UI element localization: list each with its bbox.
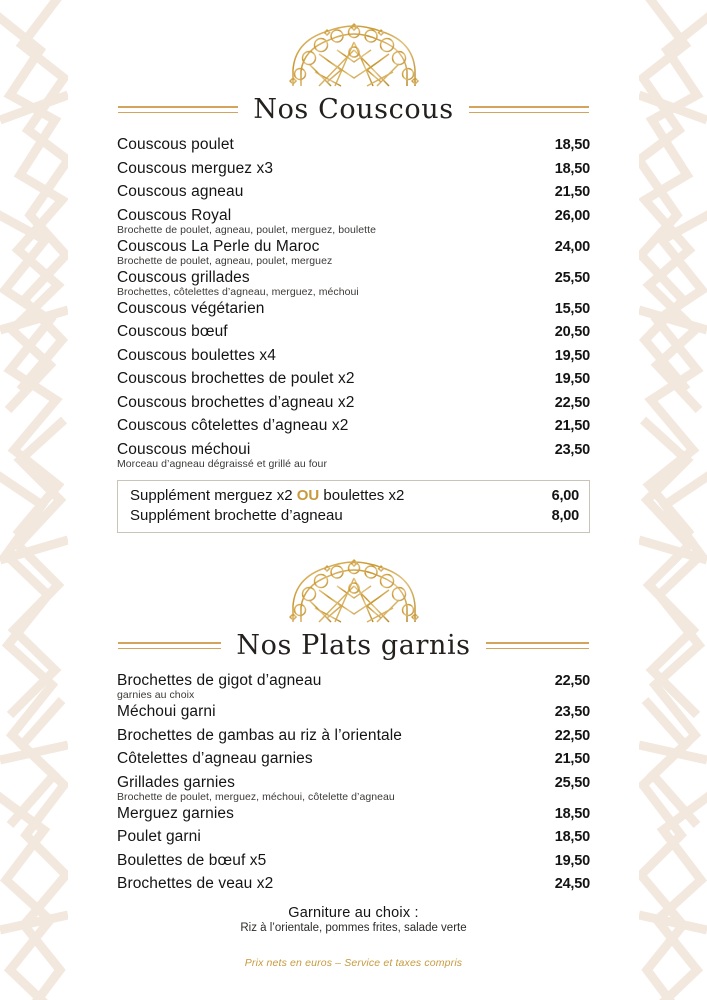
item-name: Poulet garni: [117, 828, 201, 845]
menu-item[interactable]: [117, 300, 590, 318]
moroccan-arch-ornament-icon: [0, 20, 707, 90]
item-name: Couscous méchoui: [117, 440, 251, 458]
menu-item[interactable]: [117, 269, 590, 298]
menu-item[interactable]: [117, 875, 590, 893]
item-name: Brochettes de gigot d’agneau: [117, 672, 322, 689]
menu-item[interactable]: [117, 441, 590, 470]
footer-price-note: Prix nets en euros – Service et taxes compris: [244, 957, 463, 969]
menu-item[interactable]: [117, 347, 590, 365]
item-price: 18,50: [554, 160, 590, 177]
section-header-plats-garnis: [118, 630, 589, 661]
item-description: Brochette de poulet, agneau, poulet, merguez: [117, 254, 333, 267]
section-header-couscous: [118, 94, 589, 125]
item-price: 21,50: [554, 184, 590, 200]
supplement-text-before: Supplément brochette d’agneau: [130, 507, 343, 524]
item-price: 19,50: [554, 852, 590, 869]
item-price: 25,50: [554, 774, 590, 791]
item-price: 22,50: [554, 673, 590, 689]
supplement-name: [130, 507, 343, 524]
section-couscous: [0, 20, 707, 533]
item-price: 18,50: [554, 829, 590, 845]
decorative-rule-left: [118, 642, 221, 649]
item-name: Couscous brochettes de poulet x2: [117, 370, 355, 387]
item-name: Brochettes de gambas au riz à l’orientale: [117, 726, 402, 744]
item-price: 23,50: [554, 441, 590, 458]
item-description: Morceau d’agneau dégraissé et grillé au four: [117, 457, 327, 470]
item-name: Brochettes de veau x2: [117, 875, 274, 892]
menu-item[interactable]: [117, 370, 590, 388]
item-name: Couscous agneau: [117, 183, 244, 200]
item-name: Couscous grillades: [117, 268, 250, 286]
item-price: 22,50: [554, 394, 590, 411]
menu-item[interactable]: [117, 207, 590, 236]
item-name: Boulettes de bœuf x5: [117, 851, 267, 869]
item-name: Couscous poulet: [117, 136, 234, 153]
item-description: garnies au choix: [117, 689, 195, 701]
decorative-rule-right: [486, 642, 589, 649]
couscous-menu-list: [117, 125, 590, 470]
item-name: Grillades garnies: [117, 773, 236, 791]
garniture-note: [117, 905, 590, 934]
item-name: Couscous boulettes x4: [117, 346, 276, 364]
item-price: 21,50: [554, 418, 590, 434]
item-price: 20,50: [554, 324, 590, 340]
item-name: Couscous merguez x3: [117, 159, 274, 177]
decorative-rule-left: [118, 106, 238, 113]
supplement-price: 8,00: [551, 508, 579, 524]
section-title: Nos Plats garnis: [236, 630, 471, 661]
menu-item[interactable]: [117, 394, 590, 412]
item-price: 24,00: [554, 238, 590, 255]
supplement-box: [117, 480, 590, 533]
item-price: 23,50: [554, 704, 590, 720]
menu-item[interactable]: [117, 136, 590, 154]
item-name: Couscous bœuf: [117, 323, 228, 340]
item-description: Brochette de poulet, merguez, méchoui, côtelette d’agneau: [117, 790, 395, 803]
plats-garnis-menu-list: [117, 661, 590, 893]
menu-item[interactable]: [117, 417, 590, 435]
item-name: Merguez garnies: [117, 804, 234, 822]
supplement-row[interactable]: [130, 486, 579, 506]
item-name: Méchoui garni: [117, 703, 216, 720]
item-name: Couscous côtelettes d’agneau x2: [117, 417, 349, 434]
item-description: Brochette de poulet, agneau, poulet, merguez, boulette: [117, 223, 376, 236]
item-price: 19,50: [554, 371, 590, 387]
item-name: Couscous brochettes d’agneau x2: [117, 393, 355, 411]
menu-item[interactable]: [117, 703, 590, 721]
item-price: 18,50: [554, 137, 590, 153]
item-price: 15,50: [554, 300, 590, 317]
garniture-title: Garniture au choix :: [288, 905, 419, 921]
item-price: 26,00: [554, 207, 590, 224]
menu-item[interactable]: [117, 672, 590, 701]
item-price: 18,50: [554, 805, 590, 822]
menu-item[interactable]: [117, 774, 590, 803]
item-name: Couscous Royal: [117, 206, 232, 224]
item-price: 25,50: [554, 269, 590, 286]
item-name: Côtelettes d’agneau garnies: [117, 750, 313, 767]
section-title: Nos Couscous: [253, 94, 454, 125]
menu-item[interactable]: [117, 160, 590, 178]
supplement-name: [130, 487, 404, 504]
supplement-text-before: Supplément merguez x2: [130, 487, 297, 504]
supplement-row[interactable]: [130, 506, 579, 526]
item-price: 19,50: [554, 347, 590, 364]
menu-item[interactable]: [117, 805, 590, 823]
menu-item[interactable]: [117, 852, 590, 870]
item-price: 22,50: [554, 727, 590, 744]
moroccan-arch-ornament-icon: [0, 556, 707, 626]
menu-item[interactable]: [117, 828, 590, 846]
supplement-or-highlight: OU: [296, 487, 320, 504]
item-price: 21,50: [554, 751, 590, 767]
item-name: Couscous végétarien: [117, 299, 265, 317]
garniture-options: Riz à l’orientale, pommes frites, salade verte: [240, 922, 467, 934]
menu-item[interactable]: [117, 750, 590, 768]
decorative-rule-right: [469, 106, 589, 113]
menu-item[interactable]: [117, 323, 590, 341]
menu-item[interactable]: [117, 727, 590, 745]
menu-item[interactable]: [117, 183, 590, 201]
supplement-text-after: boulettes x2: [319, 487, 405, 504]
item-name: Couscous La Perle du Maroc: [117, 237, 320, 255]
menu-item[interactable]: [117, 238, 590, 267]
supplement-price: 6,00: [551, 488, 579, 504]
section-plats-garnis: [0, 556, 707, 934]
item-description: Brochettes, côtelettes d’agneau, merguez, méchoui: [117, 285, 359, 298]
item-price: 24,50: [554, 876, 590, 892]
